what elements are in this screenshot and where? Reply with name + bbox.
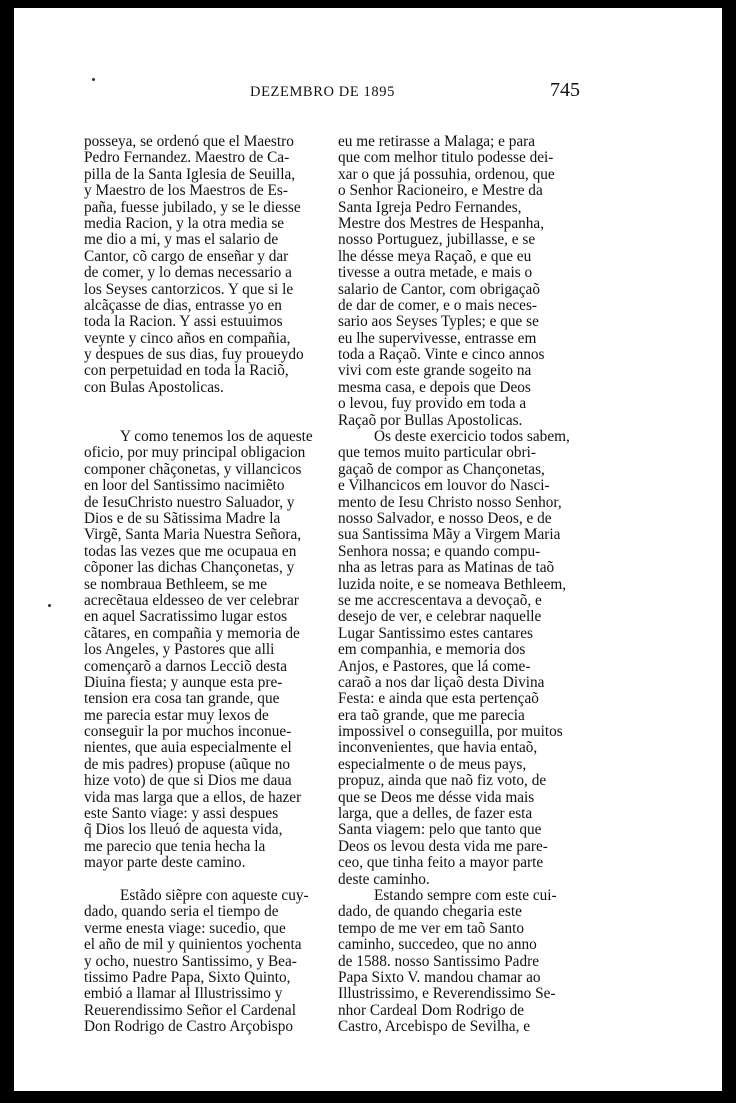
text-line: Cantor, cõ cargo de enseñar y dar	[84, 248, 289, 265]
text-line: ceo, que tinha feito a mayor parte	[338, 855, 544, 872]
text-line: y ocho, nuestro Santissimo, y Bea-	[84, 953, 297, 970]
left-column-spanish-text	[84, 134, 324, 1035]
text-line: caraõ a nos dar liçaõ desta Divina	[338, 674, 545, 691]
text-line: Reuerendissimo Señor el Cardenal	[84, 1002, 296, 1019]
text-line: caminho, succedeo, que no anno	[338, 937, 537, 954]
text-line: nientes, que auia especialmente el	[84, 740, 292, 757]
text-line: me parecia estar muy lexos de	[84, 707, 269, 724]
text-line: Estando sempre com este cui-	[374, 887, 557, 904]
text-line: era taõ grande, que me parecia	[338, 707, 525, 724]
text-line: tissimo Padre Papa, Sixto Quinto,	[84, 969, 291, 986]
text-line: Santa Igreja Pedro Fernandes,	[338, 199, 522, 216]
text-line: verme enesta viage: sucedio, que	[84, 920, 286, 937]
text-line: deste caminho.	[338, 871, 430, 888]
text-line: media Racion, y la otra media se	[84, 215, 285, 232]
text-line: Lugar Santissimo estes cantares	[338, 625, 533, 642]
text-line: acrecẽtaua eldesseo de ver celebrar	[84, 592, 299, 609]
text-line: me dio a mi, y mas el salario de	[84, 232, 279, 249]
text-line: impossivel o conseguilla, por muitos	[338, 724, 563, 741]
text-line: se nombraua Bethleem, se me	[84, 576, 268, 593]
text-line: Mestre dos Mestres de Hespanha,	[338, 215, 545, 232]
text-line: de dar de comer, e o mais neces-	[338, 297, 538, 314]
text-line: se me accrescentava a devoçaõ, e	[338, 592, 542, 609]
page-number: 745	[550, 79, 580, 101]
text-line: o Senhor Racioneiro, e Mestre da	[338, 183, 543, 200]
text-line: los Angeles, y Pastores que alli	[84, 642, 275, 659]
text-line: todas las vezes que me ocupaua en	[84, 543, 297, 560]
text-line: Senhora nossa; e quando compu-	[338, 543, 541, 560]
text-line: sario aos Seyses Typles; e que se	[338, 314, 539, 331]
text-line: nosso Portuguez, jubillasse, e se	[338, 232, 536, 249]
text-line: Illustrissimo, e Reverendissimo Se-	[338, 986, 556, 1003]
text-line: Pedro Fernandez. Maestro de Ca-	[84, 150, 290, 167]
text-line: Deos os levou desta vida me pare-	[338, 838, 548, 855]
text-line: toda la Racion. Y assi estuuimos	[84, 314, 283, 331]
text-line: salario de Cantor, com obrigaçaõ	[338, 281, 540, 298]
text-line: conseguir la por muchos inconue-	[84, 724, 292, 741]
text-line	[84, 396, 324, 412]
text-line: este Santo viage: y assi despues	[84, 806, 279, 823]
text-line: en aquel Sacratissimo lugar estos	[84, 609, 288, 626]
text-line: tempo de me ver em taõ Santo	[338, 920, 525, 937]
text-line: tension era cosa tan grande, que	[84, 691, 280, 708]
text-line: larga, que a delles, de fazer esta	[338, 806, 533, 823]
text-line: embió a llamar al Illustrissimo y	[84, 986, 283, 1003]
text-line: el año de mil y quinientos yochenta	[84, 937, 302, 954]
text-line: propuz, ainda que naõ fiz voto, de	[338, 773, 547, 790]
running-header-title: DEZEMBRO DE 1895	[250, 84, 395, 100]
text-line: pilla de la Santa Iglesia de Seuilla,	[84, 166, 296, 183]
text-line: Virgẽ, Santa Maria Nuestra Señora,	[84, 527, 302, 544]
text-line: sua Santissima Mãy a Virgem Maria	[338, 527, 561, 544]
text-line: Y como tenemos los de aqueste	[120, 429, 313, 446]
text-line: que se Deos me désse vida mais	[338, 789, 535, 806]
text-line: de 1588. nosso Santissimo Padre	[338, 953, 539, 970]
text-line: Dios e de su Sãtissima Madre la	[84, 510, 281, 527]
text-line: Santa viagem: pelo que tanto que	[338, 822, 542, 839]
text-line: nosso Salvador, e nosso Deos, e de	[338, 510, 552, 527]
text-line: Festa: e ainda que esta pertençaõ	[338, 691, 539, 708]
text-line: q̃ Dios los lleuó de aquesta vida,	[84, 822, 283, 839]
text-line: componer chãçonetas, y villancicos	[84, 461, 302, 478]
text-line: dado, quando seria el tiempo de	[84, 904, 279, 921]
text-line: inconvenientes, que havia entaõ,	[338, 740, 538, 757]
text-line: nhor Cardeal Dom Rodrigo de	[338, 1002, 525, 1019]
scan-speck	[48, 604, 51, 607]
text-line: nha as letras para as Matinas de taõ	[338, 560, 555, 577]
right-column-portuguese-text	[338, 134, 570, 1035]
text-line: luzida noite, e se nomeava Bethleem,	[338, 576, 567, 593]
text-line: veynte y cinco años en compañia,	[84, 330, 291, 347]
text-line: Diuina fiesta; y aunque esta pre-	[84, 674, 283, 691]
text-line: em companhia, e memoria dos	[338, 642, 526, 659]
text-line: que temos muito particular obri-	[338, 445, 536, 462]
text-line: paña, fuesse jubilado, y se le diesse	[84, 199, 301, 216]
text-line: Anjos, e Pastores, que lá come-	[338, 658, 531, 675]
scan-border-top	[0, 0, 736, 8]
text-line: que com melhor titulo podesse dei-	[338, 150, 554, 167]
text-line	[84, 872, 324, 888]
text-line: mesma casa, e depois que Deos	[338, 379, 531, 396]
text-line: hize voto) de que si Dios me daua	[84, 773, 292, 790]
text-line: xar o que já possuhia, ordenou, que	[338, 166, 555, 183]
text-line: cõponer las dichas Chançonetas, y	[84, 560, 295, 577]
text-line: Don Rodrigo de Castro Arçobispo	[84, 1019, 294, 1036]
text-line: toda a Raçaõ. Vinte e cinco annos	[338, 347, 545, 364]
text-line: Raçaõ por Bullas Apostolicas.	[338, 412, 523, 429]
scan-border-bottom	[0, 1091, 736, 1103]
text-line: los Seyses cantorzicos. Y que si le	[84, 281, 294, 298]
scan-border-right	[722, 0, 736, 1103]
text-line: Papa Sixto V. mandou chamar ao	[338, 969, 541, 986]
text-line: posseya, se ordenó que el Maestro	[84, 134, 294, 150]
text-line: eu me retirasse a Malaga; e para	[338, 134, 536, 150]
text-line: con perpetuidad en toda la Raciõ,	[84, 363, 289, 380]
text-line: Os deste exercicio todos sabem,	[374, 429, 570, 446]
text-line: cãtares, en compañia y memoria de	[84, 625, 300, 642]
text-line: desejo de ver, e celebrar naquelle	[338, 609, 542, 626]
text-line: mento de Iesu Christo nosso Senhor,	[338, 494, 562, 511]
text-line: en loor del Santissimo nacimiẽto	[84, 478, 285, 495]
text-line: lhe désse meya Raçaõ, e que eu	[338, 248, 532, 265]
text-line: de mis padres) propuse (aũque no	[84, 756, 291, 773]
text-line: Estãdo siẽpre con aqueste cuy-	[120, 887, 309, 904]
text-line	[84, 413, 324, 429]
text-line: vivi com este grande sogeito na	[338, 363, 532, 380]
text-line: y Maestro de los Maestros de Es-	[84, 183, 288, 200]
scan-border-left	[0, 0, 14, 1103]
text-line: de IesuChristo nuestro Saluador, y	[84, 494, 295, 511]
text-line: de comer, y lo demas necessario a	[84, 265, 292, 282]
text-line: alcãçasse de dias, entrasse yo en	[84, 297, 282, 314]
text-line: especialmente o de meus pays,	[338, 756, 527, 773]
text-line: vida mas larga que a ellos, de hazer	[84, 789, 302, 806]
text-line: oficio, por muy principal obligacion	[84, 445, 306, 462]
text-line: o levou, fuy provido em toda a	[338, 396, 527, 413]
text-line: Castro, Arcebispo de Sevilha, e	[338, 1019, 531, 1036]
text-line: tivesse a outra metade, e mais o	[338, 265, 533, 282]
text-line: y despues de sus dias, fuy proueydo	[84, 347, 304, 364]
text-line: eu lhe supervivesse, entrasse em	[338, 330, 537, 347]
text-line: gaçaõ de compor as Chançonetas,	[338, 461, 545, 478]
scan-speck	[92, 78, 95, 81]
text-line: e Vilhancicos em louvor do Nasci-	[338, 478, 550, 495]
text-line: con Bulas Apostolicas.	[84, 379, 224, 396]
text-line: mayor parte deste camino.	[84, 855, 246, 872]
text-line: me parecio que tenia hecha la	[84, 838, 266, 855]
text-line: dado, de quando chegaria este	[338, 904, 522, 921]
text-line: començarõ a darnos Lecciõ desta	[84, 658, 288, 675]
